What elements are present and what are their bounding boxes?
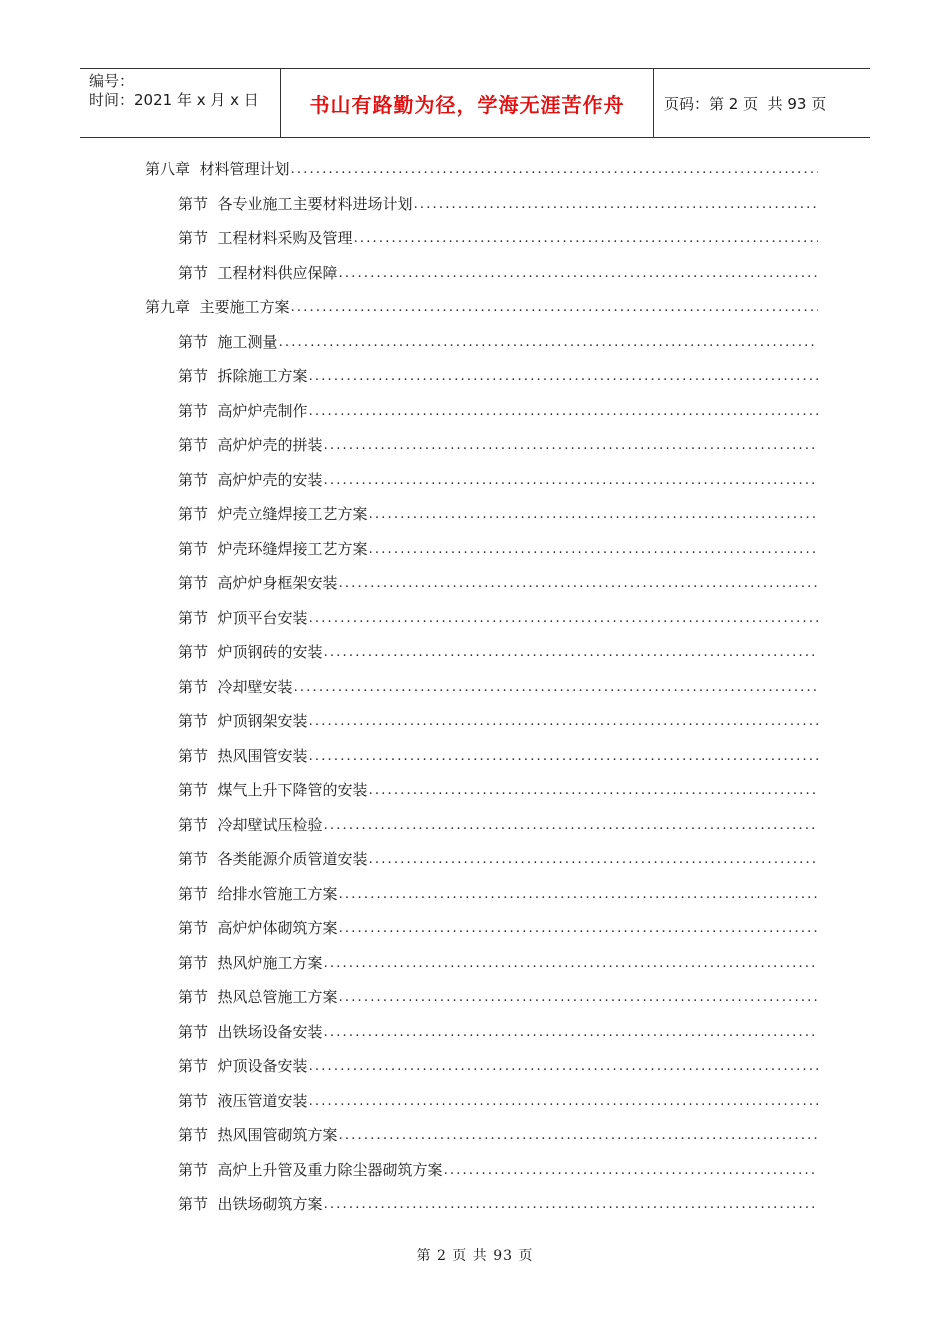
header-meta [80,69,281,137]
toc-entry-label: 第节 [178,677,218,696]
toc-dot-leader [338,1127,818,1145]
toc-entry-section[interactable] [178,192,818,214]
toc-entry-title: 热风总管施工方案 [217,988,338,1006]
header-motto: 书山有路勤为径，学海无涯苦作舟 [281,69,654,137]
toc-entry-label: 第节 [178,953,218,972]
toc-entry-label: 第节 [178,367,218,385]
toc-entry-section[interactable] [178,951,818,973]
document-number-label: 编号： [89,72,135,90]
toc-entry-section[interactable] [178,709,818,731]
page-footer: 第 2 页 共 93 页 [416,1248,534,1264]
toc-dot-leader [338,989,818,1007]
toc-entry-label: 第节 [178,1057,218,1075]
toc-entry-title: 工程材料供应保障 [217,263,338,282]
toc-entry-title: 煤气上升下降管的安装 [217,781,368,799]
toc-dot-leader [308,713,818,731]
toc-dot-leader [290,161,818,179]
toc-entry-title: 拆除施工方案 [217,367,308,385]
toc-dot-leader [323,817,818,835]
toc-entry-label: 第节 [178,815,218,834]
toc-dot-leader [443,1162,818,1180]
toc-entry-section[interactable] [178,778,818,800]
toc-entry-section[interactable] [178,364,818,386]
toc-entry-section[interactable] [178,226,818,248]
toc-entry-chapter[interactable] [145,295,818,317]
toc-entry-section[interactable] [178,502,818,524]
toc-entry-title: 出铁场设备安装 [217,1022,323,1041]
toc-entry-section[interactable] [178,468,818,490]
toc-entry-section[interactable] [178,813,818,835]
header-page-info: 页码：第 2 页 共 93 页 [664,94,827,113]
toc-entry-label: 第九章 [145,298,200,316]
toc-entry-section[interactable] [178,1020,818,1042]
toc-entry-label: 第节 [178,470,218,489]
toc-dot-leader [293,679,818,697]
toc-entry-section[interactable] [178,640,818,662]
toc-entry-title: 工程材料采购及管理 [217,229,353,247]
toc-entry-label: 第节 [178,919,218,937]
toc-entry-label: 第节 [178,574,218,592]
toc-entry-section[interactable] [178,916,818,938]
toc-entry-label: 第节 [178,401,218,420]
toc-entry-title: 炉壳立缝焊接工艺方案 [217,505,368,523]
toc-entry-label: 第八章 [145,160,200,178]
toc-entry-label: 第节 [178,781,218,799]
toc-dot-leader [338,575,818,593]
toc-entry-section[interactable] [178,606,818,628]
toc-dot-leader [368,506,818,524]
toc-entry-label: 第节 [178,850,218,868]
toc-entry-title: 热风炉施工方案 [217,953,323,972]
toc-entry-label: 第节 [178,332,218,351]
toc-dot-leader [278,334,818,352]
toc-dot-leader [308,748,818,766]
toc-entry-section[interactable] [178,744,818,766]
toc-entry-title: 高炉炉壳的拼装 [217,436,323,454]
toc-entry-label: 第节 [178,608,218,627]
toc-dot-leader [323,955,818,973]
toc-dot-leader [368,782,818,800]
toc-entry-title: 炉顶钢砖的安装 [217,643,323,661]
toc-dot-leader [368,541,818,559]
toc-dot-leader [308,1058,818,1076]
toc-entry-title: 冷却壁试压检验 [217,815,323,834]
toc-dot-leader [323,472,818,490]
toc-entry-label: 第节 [178,1091,218,1110]
toc-entry-label: 第节 [178,436,218,454]
toc-entry-section[interactable] [178,537,818,559]
toc-entry-label: 第节 [178,643,218,661]
toc-dot-leader [338,886,818,904]
toc-entry-section[interactable] [178,1054,818,1076]
toc-entry-title: 施工测量 [217,332,278,351]
toc-entry-label: 第节 [178,505,218,523]
toc-entry-section[interactable] [178,261,818,283]
toc-entry-title: 液压管道安装 [217,1091,308,1110]
document-date: 时间：2021 年 x 月 x 日 [89,91,259,109]
toc-entry-label: 第节 [178,263,218,282]
toc-entry-section[interactable] [178,433,818,455]
toc-dot-leader [323,437,818,455]
toc-entry-section[interactable] [178,985,818,1007]
toc-dot-leader [308,1093,818,1111]
toc-entry-title: 高炉炉身框架安装 [217,574,338,592]
toc-entry-chapter[interactable] [145,157,818,179]
toc-entry-title: 热风围管安装 [217,746,308,765]
toc-entry-title: 冷却壁安装 [217,677,293,696]
toc-entry-section[interactable] [178,1192,818,1214]
toc-dot-leader [290,299,818,317]
toc-dot-leader [323,644,818,662]
toc-entry-title: 各专业施工主要材料进场计划 [217,194,413,213]
toc-entry-title: 高炉炉壳的安装 [217,470,323,489]
toc-dot-leader [338,265,818,283]
toc-entry-title: 炉顶设备安装 [217,1057,308,1075]
toc-entry-label: 第节 [178,539,218,558]
toc-entry-section[interactable] [178,1089,818,1111]
toc-entry-title: 高炉炉壳制作 [217,401,308,420]
toc-entry-label: 第节 [178,746,218,765]
toc-entry-title: 出铁场砌筑方案 [217,1195,323,1213]
toc-entry-title: 各类能源介质管道安装 [217,850,368,868]
toc-entry-section[interactable] [178,882,818,904]
toc-entry-title: 给排水管施工方案 [217,884,338,903]
toc-dot-leader [413,196,818,214]
toc-dot-leader [323,1024,818,1042]
toc-entry-label: 第节 [178,988,218,1006]
toc-entry-section[interactable] [178,330,818,352]
toc-entry-label: 第节 [178,1160,218,1179]
toc-entry-section[interactable] [178,675,818,697]
toc-entry-section[interactable] [178,571,818,593]
toc-dot-leader [353,230,818,248]
toc-entry-label: 第节 [178,194,218,213]
toc-entry-label: 第节 [178,1126,218,1144]
toc-entry-title: 热风围管砌筑方案 [217,1126,338,1144]
toc-entry-section[interactable] [178,399,818,421]
toc-entry-title: 炉顶钢架安装 [217,712,308,730]
toc-entry-label: 第节 [178,712,218,730]
toc-entry-title: 主要施工方案 [199,298,290,316]
toc-entry-label: 第节 [178,229,218,247]
toc-dot-leader [368,851,818,869]
toc-entry-section[interactable] [178,1158,818,1180]
toc-entry-title: 高炉上升管及重力除尘器砌筑方案 [217,1160,443,1179]
toc-entry-title: 材料管理计划 [199,160,290,178]
toc-entry-section[interactable] [178,1123,818,1145]
page-header [80,68,870,138]
toc-entry-title: 炉顶平台安装 [217,608,308,627]
toc-entry-title: 高炉炉体砌筑方案 [217,919,338,937]
toc-entry-section[interactable] [178,847,818,869]
toc-dot-leader [308,368,818,386]
toc-entry-label: 第节 [178,1195,218,1213]
toc-entry-title: 炉壳环缝焊接工艺方案 [217,539,368,558]
toc-dot-leader [308,610,818,628]
toc-entry-label: 第节 [178,884,218,903]
toc-dot-leader [338,920,818,938]
toc-entry-label: 第节 [178,1022,218,1041]
toc-dot-leader [308,403,818,421]
toc-dot-leader [323,1196,818,1214]
